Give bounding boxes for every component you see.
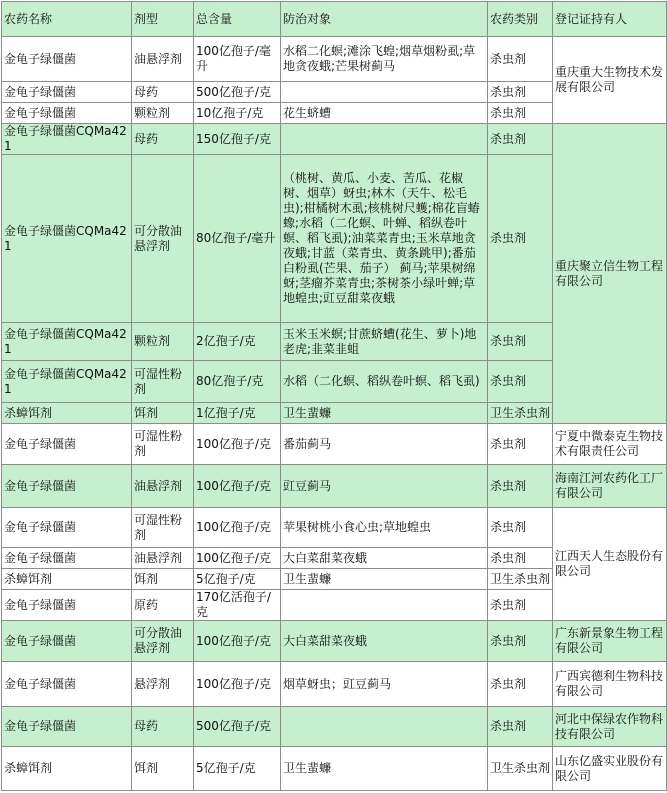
cell-target: 卫生蜚蠊	[281, 569, 488, 590]
table-row	[2, 747, 667, 791]
cell-category: 杀虫剂	[488, 590, 553, 621]
cell-content: 1亿孢子/克	[194, 403, 281, 424]
header-row	[2, 2, 667, 37]
cell-name: 杀蟑饵剂	[2, 403, 132, 424]
cell-target: 花生蛴螬	[281, 103, 488, 124]
cell-content: 100亿孢子/克	[194, 548, 281, 569]
cell-holder: 河北中保绿农作物科技有限公司	[553, 707, 667, 747]
table-row	[2, 508, 667, 548]
cell-name: 金龟子绿僵菌	[2, 590, 132, 621]
cell-category: 杀虫剂	[488, 662, 553, 707]
cell-form: 饵剂	[132, 403, 194, 424]
cell-holder: 海南江河农药化工厂有限公司	[553, 465, 667, 508]
cell-category: 卫生杀虫剂	[488, 569, 553, 590]
cell-content: 100亿孢子/克	[194, 465, 281, 508]
cell-form: 悬浮剂	[132, 662, 194, 707]
cell-target: 水稻二化螟;滩涂飞蝗;烟草烟粉虱;草地贪夜蛾;芒果树蓟马	[281, 37, 488, 82]
cell-content: 100亿孢子/克	[194, 508, 281, 548]
cell-target: 玉米玉米螟;甘蔗蛴螬(花生、萝卜)地老虎;韭菜韭蛆	[281, 323, 488, 361]
cell-name: 杀蟑饵剂	[2, 569, 132, 590]
table-row	[2, 707, 667, 747]
cell-category: 杀虫剂	[488, 103, 553, 124]
cell-form: 油悬浮剂	[132, 548, 194, 569]
cell-holder: 江西天人生态股份有限公司	[553, 508, 667, 621]
cell-holder: 重庆重大生物技术发展有限公司	[553, 37, 667, 124]
cell-content: 170亿活孢子/克	[194, 590, 281, 621]
cell-target	[281, 82, 488, 103]
cell-name: 金龟子绿僵菌	[2, 465, 132, 508]
cell-target: 卫生蜚蠊	[281, 403, 488, 424]
table-row	[2, 424, 667, 465]
header-name: 农药名称	[2, 2, 132, 37]
cell-category: 杀虫剂	[488, 548, 553, 569]
cell-name: 金龟子绿僵菌	[2, 548, 132, 569]
header-category: 农药类别	[488, 2, 553, 37]
cell-content: 100亿孢子/毫升	[194, 37, 281, 82]
cell-content: 80亿孢子/克	[194, 361, 281, 403]
cell-target: 水稻（二化螟、稻纵卷叶螟、稻飞虱)	[281, 361, 488, 403]
cell-form: 饵剂	[132, 747, 194, 791]
cell-form: 母药	[132, 82, 194, 103]
pesticide-registration-table	[1, 1, 667, 791]
cell-form: 可湿性粉剂	[132, 361, 194, 403]
cell-form: 可湿性粉剂	[132, 508, 194, 548]
cell-content: 500亿孢子/克	[194, 707, 281, 747]
cell-name: 金龟子绿僵菌	[2, 424, 132, 465]
cell-target	[281, 124, 488, 155]
cell-category: 杀虫剂	[488, 361, 553, 403]
cell-category: 杀虫剂	[488, 155, 553, 323]
cell-name: 金龟子绿僵菌	[2, 662, 132, 707]
cell-target: 豇豆蓟马	[281, 465, 488, 508]
cell-target: 卫生蜚蠊	[281, 747, 488, 791]
cell-form: 原药	[132, 590, 194, 621]
cell-name: 金龟子绿僵菌	[2, 621, 132, 662]
cell-content: 100亿孢子/克	[194, 424, 281, 465]
header-target: 防治对象	[281, 2, 488, 37]
cell-target: 番茄蓟马	[281, 424, 488, 465]
cell-category: 杀虫剂	[488, 37, 553, 82]
table-row	[2, 621, 667, 662]
cell-category: 杀虫剂	[488, 124, 553, 155]
cell-category: 杀虫剂	[488, 424, 553, 465]
cell-name: 金龟子绿僵菌	[2, 103, 132, 124]
cell-category: 卫生杀虫剂	[488, 747, 553, 791]
cell-name: 金龟子绿僵菌CQMa421	[2, 155, 132, 323]
cell-content: 5亿孢子/克	[194, 569, 281, 590]
cell-form: 可分散油悬浮剂	[132, 155, 194, 323]
cell-category: 杀虫剂	[488, 621, 553, 662]
table-row	[2, 465, 667, 508]
cell-name: 金龟子绿僵菌	[2, 508, 132, 548]
cell-target: 苹果树桃小食心虫;草地蝗虫	[281, 508, 488, 548]
cell-name: 金龟子绿僵菌	[2, 82, 132, 103]
cell-holder: 广西宾德利生物科技有限公司	[553, 662, 667, 707]
cell-form: 母药	[132, 707, 194, 747]
cell-content: 80亿孢子/毫升	[194, 155, 281, 323]
header-content: 总含量	[194, 2, 281, 37]
cell-name: 金龟子绿僵菌	[2, 707, 132, 747]
cell-holder: 宁夏中微泰克生物技术有限责任公司	[553, 424, 667, 465]
cell-category: 卫生杀虫剂	[488, 403, 553, 424]
table-row	[2, 37, 667, 82]
cell-name: 金龟子绿僵菌CQMa421	[2, 361, 132, 403]
cell-target: 烟草蚜虫；豇豆蓟马	[281, 662, 488, 707]
cell-form: 油悬浮剂	[132, 37, 194, 82]
cell-target: 大白菜甜菜夜蛾	[281, 548, 488, 569]
header-holder: 登记证持有人	[553, 2, 667, 37]
cell-name: 杀蟑饵剂	[2, 747, 132, 791]
cell-name: 金龟子绿僵菌CQMa421	[2, 124, 132, 155]
cell-name: 金龟子绿僵菌CQMa421	[2, 323, 132, 361]
cell-target: 大白菜甜菜夜蛾	[281, 621, 488, 662]
cell-holder: 广东新景象生物工程有限公司	[553, 621, 667, 662]
header-form: 剂型	[132, 2, 194, 37]
cell-form: 饵剂	[132, 569, 194, 590]
cell-name: 金龟子绿僵菌	[2, 37, 132, 82]
table-row	[2, 662, 667, 707]
cell-target	[281, 707, 488, 747]
cell-content: 100亿孢子/克	[194, 662, 281, 707]
cell-form: 可分散油悬浮剂	[132, 621, 194, 662]
cell-category: 杀虫剂	[488, 508, 553, 548]
cell-target: （桃树、黄瓜、小麦、苦瓜、花椒树、烟草）蚜虫;林木（天牛、松毛虫);柑橘树木虱;核桃树尺蠖;棉花盲蝽蟓;水稻（二化螟、叶蝉、稻纵卷叶螟、稻飞虱);油菜菜青虫;玉米草地贪夜蛾;甘蓝（菜青虫、黄条跳甲);番茄白粉虱(芒果、茄子） 蓟马;苹果树绵蚜;茎瘤芥菜青虫;茶树茶小绿叶蝉;草地蝗虫;豇豆甜菜夜蛾	[281, 155, 488, 323]
cell-content: 100亿孢子/克	[194, 621, 281, 662]
cell-form: 油悬浮剂	[132, 465, 194, 508]
cell-form: 颗粒剂	[132, 323, 194, 361]
cell-content: 500亿孢子/克	[194, 82, 281, 103]
cell-category: 杀虫剂	[488, 82, 553, 103]
cell-category: 杀虫剂	[488, 465, 553, 508]
cell-category: 杀虫剂	[488, 323, 553, 361]
cell-form: 颗粒剂	[132, 103, 194, 124]
cell-category: 杀虫剂	[488, 707, 553, 747]
table-row	[2, 124, 667, 155]
cell-target	[281, 590, 488, 621]
cell-content: 2亿孢子/克	[194, 323, 281, 361]
cell-content: 10亿孢子/克	[194, 103, 281, 124]
cell-form: 可湿性粉剂	[132, 424, 194, 465]
cell-holder: 重庆聚立信生物工程有限公司	[553, 124, 667, 424]
cell-holder: 山东亿盛实业股份有限公司	[553, 747, 667, 791]
cell-content: 150亿孢子/克	[194, 124, 281, 155]
cell-content: 5亿孢子/克	[194, 747, 281, 791]
cell-form: 母药	[132, 124, 194, 155]
